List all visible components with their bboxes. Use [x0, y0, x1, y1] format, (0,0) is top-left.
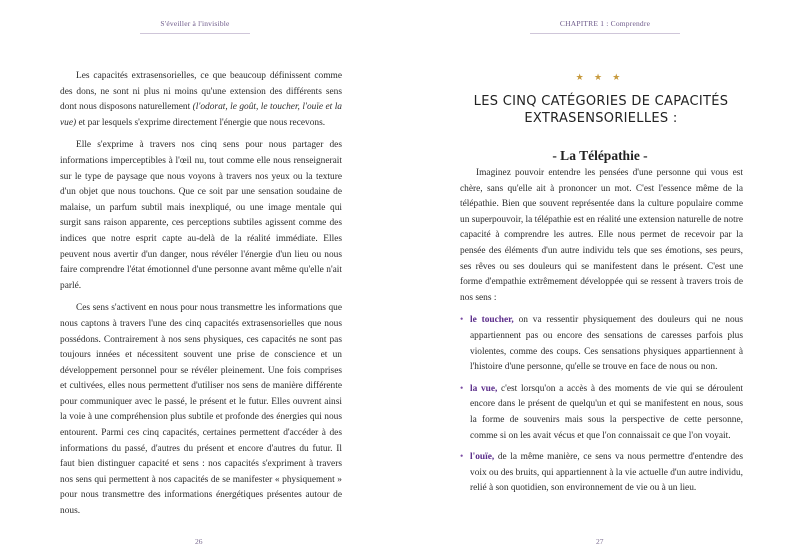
list-term: l'ouïe,	[470, 452, 495, 463]
list-text: on va ressentir physiquement des douleurs qui ne nous appartiennent pas ou encore des sensations de caresses parfois plus violentes, comme des coups. Ces sensations physiques appartiennent à l'histoire d'une personne, qu'elle se trouve en face de nous ou non.	[470, 315, 743, 373]
left-body-text	[60, 69, 342, 527]
header-divider	[140, 33, 250, 34]
list-term: le toucher,	[470, 315, 514, 326]
running-header: S'éveiller à l'invisible	[160, 19, 230, 28]
list-term: la vue,	[470, 383, 498, 394]
paragraph	[60, 69, 342, 131]
list-text: de la même manière, ce sens va nous permettre d'entendre des voix ou des bruits, qui appartiennent à la vie actuelle d'un autre individu, relié à son quotidien, son environnement de vie ou à un lieu.	[470, 452, 743, 494]
list-item	[460, 313, 743, 375]
page-number: 27	[596, 537, 604, 546]
list-item	[460, 450, 743, 497]
bullet-icon: •	[460, 452, 464, 463]
right-page	[400, 0, 800, 560]
intro-paragraph: Imaginez pouvoir entendre les pensées d'une personne qui vous est chère, sans qu'elle ait à prononcer un mot. C'est l'essence même de la télépathie. Bien que souvent représentée dans la culture populaire comme un superpouvoir, la télépathie est en réalité une extension naturelle de notre capacité à comprendre les autres. Elle nous permet de recevoir par la pensée des éléments d'un autre individu tels que ses émotions, ses peurs, ses rêves ou ses douleurs qui se manifestent dans le présent. C'est une forme d'empathie extrêmement développée qui se ressent à travers trois de nos sens :	[460, 168, 743, 303]
section-title: - La Télépathie -	[552, 148, 648, 163]
bullet-icon: •	[460, 315, 464, 326]
chapter-title: LES CINQ CATÉGORIES DE CAPACITÉS EXTRASENSORIELLES :	[473, 94, 729, 126]
senses-list	[460, 313, 743, 497]
header-divider	[530, 33, 680, 34]
paragraph-text: Les capacités extrasensorielles, ce que beaucoup définissent comme des dons, ne sont ni plus ni moins qu'une extension des différents sens dont nous disposons naturellement	[60, 71, 342, 113]
bullet-icon: •	[460, 383, 464, 394]
paragraph-italic: (l'odorat, le goût, le toucher, l'ouïe et la vue)	[60, 102, 342, 128]
star-ornament-icon: ★ ★ ★	[575, 72, 625, 82]
paragraph: Ces sens s'activent en nous pour nous transmettre les informations que nous captons à travers l'une des cinq capacités extrasensorielles que nous possédons. Contrairement à nos sens physiques, ces capacités ne sont pas toujours innées et nécessitent souvent une prise de conscience et un développement personnel pour se révéler pleinement. Une fois comprises et cultivées, elles nous permettent d'utiliser nos sens de manière différente pour communiquer avec le passé, le présent et le futur. Elles ouvrent ainsi la voie à une compréhension plus subtile et profonde des énergies qui nous entourent. Parmi ces cinq capacités, certaines permettent d'accéder à des informations du passé, d'autres du présent et encore d'autres du futur. Il faut bien distinguer capacité et sens : nos capacités s'expriment à travers nos sens qui permettent à nos capacités de se manifester « physiquement » pour nous transmettre des informations énergétiques présentes autour de nous.	[60, 303, 342, 517]
paragraph-text: et par lesquels s'exprime directement l'énergie que nous recevons.	[76, 117, 326, 128]
right-body-text	[460, 166, 743, 503]
list-item	[460, 382, 743, 444]
page-number: 26	[195, 537, 203, 546]
running-header: CHAPITRE 1 : Comprendre	[559, 19, 651, 28]
paragraph: Elle s'exprime à travers nos cinq sens pour nous partager des informations imperceptibles à l'œil nu, tout comme elle nous renseignerait sur le type de paysage que nous voyons à travers nos yeux ou la texture d'un objet que nous touchons. Que ce soit par une sensation soudaine de malaise, un parfum subtil mais inexpliqué, ou une image mentale qui surgit sans raison apparente, ces perceptions subtiles agissent comme des indices que notre esprit capte au-delà de la réalité immédiate. Elles peuvent nous avertir d'un danger, nous révéler l'énergie d'un lieu ou nous faire comprendre l'état émotionnel d'une personne avant même qu'elle n'ait parlé.	[60, 140, 342, 291]
list-text: c'est lorsqu'on a accès à des moments de vie qui se déroulent encore dans le présent de quelqu'un et qui se manifestent en nous, sous la forme de souvenirs mais sous la perspective de cette personne, comme si on les avait vécus et que l'on connaissait ce que l'on voyait.	[470, 383, 743, 441]
